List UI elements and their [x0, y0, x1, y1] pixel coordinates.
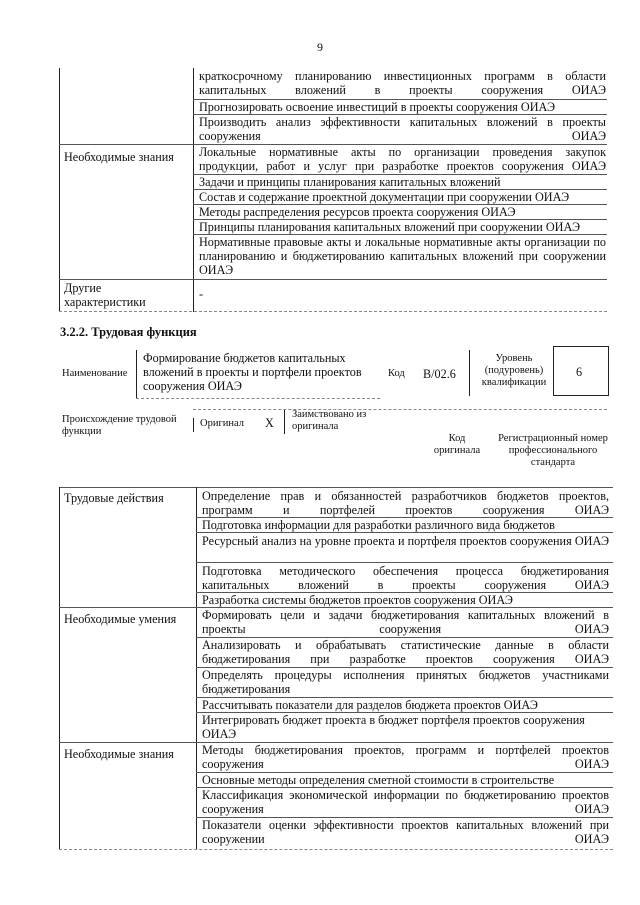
function-name: Формирование бюджетов капитальных вложений в проекты и портфели проектов сооружения ОИАЭ — [143, 351, 362, 393]
action-item: Разработка системы бюджетов проектов сооружения ОИАЭ — [202, 593, 513, 607]
skill-item: Определять процедуры исполнения принятых бюджетов участниками бюджетирования — [202, 668, 609, 696]
code-original-label: Код оригинала — [433, 433, 481, 456]
knowledge-item: Задачи и принципы планирования капитальных вложений — [199, 175, 501, 189]
label-skills: Необходимые умения — [64, 612, 177, 626]
origin-label: Происхождение трудовой функции — [62, 414, 177, 437]
label-knowledge-top: Необходимые знания — [64, 150, 174, 164]
code-label: Код — [388, 368, 405, 379]
skill-item: Анализировать и обрабатывать статистические данные в области бюджетирования при разработке проектов сооружения ОИАЭ — [202, 638, 609, 666]
knowledge-item: Прогнозировать освоение инвестиций в проекты сооружения ОИАЭ — [199, 100, 556, 114]
table-divider — [193, 68, 194, 312]
skill-item: Интегрировать бюджет проекта в бюджет портфеля проектов сооружения ОИАЭ — [202, 713, 585, 741]
other-value: - — [199, 287, 204, 301]
knowledge-item: Методы бюджетирования проектов, программ и портфелей проектов сооружения ОИАЭ — [202, 743, 609, 771]
skill-item: Формировать цели и задачи бюджетирования капитальных вложений в проекты сооружения ОИАЭ — [202, 608, 609, 636]
knowledge-item: Производить анализ эффективности капитальных вложений в проекты сооружения ОИАЭ — [199, 115, 606, 143]
knowledge-item: Состав и содержание проектной документации при сооружении ОИАЭ — [199, 190, 570, 204]
knowledge-item: Классификация экономической информации по бюджетированию проектов сооружения ОИАЭ — [202, 788, 609, 816]
action-item: Подготовка информации для разработки различного вида бюджетов — [202, 518, 555, 532]
original-label: Оригинал — [200, 418, 244, 429]
knowledge-item: Методы распределения ресурсов проекта сооружения ОИАЭ — [199, 205, 516, 219]
knowledge-item: Локальные нормативные акты по организации проведения закупок продукции, работ и услуг при разработке проектов сооружения ОИАЭ — [199, 145, 606, 173]
action-item: Подготовка методического обеспечения процесса бюджетирования капитальных вложений в проекты сооружения ОИАЭ — [202, 564, 609, 592]
knowledge-item: Нормативные правовые акты и локальные нормативные акты организации по планированию и бюджетированию капитальных вложений при сооружении ОИАЭ — [199, 235, 606, 277]
level-value: 6 — [576, 365, 583, 379]
name-label: Наименование — [62, 368, 128, 379]
level-label: Уровень (подуровень) квалификации — [481, 353, 547, 388]
knowledge-item: Основные методы определения сметной стоимости в строительстве — [202, 773, 555, 787]
skill-item: Рассчитывать показатели для разделов бюджета проектов ОИАЭ — [202, 698, 538, 712]
page-number: 9 — [317, 40, 323, 54]
table-border-left — [59, 68, 60, 312]
label-knowledge: Необходимые знания — [64, 747, 174, 761]
section-title: 3.2.2. Трудовая функция — [60, 325, 197, 339]
label-other: Другие характеристики — [64, 281, 146, 309]
registration-number-label: Регистрационный номер профессионального стандарта — [498, 433, 608, 468]
original-mark: X — [265, 416, 274, 430]
knowledge-item: краткосрочному планированию инвестиционных программ в области капитальных вложений в проекты сооружения ОИАЭ — [199, 69, 606, 97]
action-item: Ресурсный анализ на уровне проекта и портфеля проектов сооружения ОИАЭ — [202, 534, 609, 548]
knowledge-item: Показатели оценки эффективности проектов капитальных вложений при сооружении ОИАЭ — [202, 818, 609, 846]
code-value: B/02.6 — [423, 367, 456, 381]
borrowed-label: Заимствовано из оригинала — [292, 409, 367, 432]
action-item: Определение прав и обязанностей разработчиков бюджетов проектов, программ и портфелей проектов сооружения ОИАЭ — [202, 489, 609, 517]
label-actions: Трудовые действия — [64, 491, 164, 505]
knowledge-item: Принципы планирования капитальных вложений при сооружении ОИАЭ — [199, 220, 581, 234]
